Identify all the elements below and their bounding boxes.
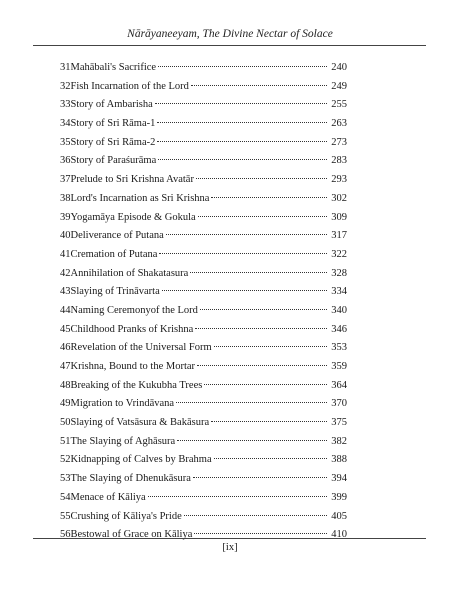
toc-entry-page: 370 xyxy=(331,398,347,410)
toc-entry-page: 273 xyxy=(331,136,347,148)
toc-entry-page: 283 xyxy=(331,155,347,167)
toc-entry-number: 35 xyxy=(60,136,71,148)
toc-entry-number: 50 xyxy=(60,417,71,429)
toc-entry-title: Mahābali's Sacrifice xyxy=(70,62,157,73)
dot-leader xyxy=(194,533,327,534)
page-number: [ix] xyxy=(222,542,238,553)
toc-entry xyxy=(60,380,347,399)
toc-entry xyxy=(60,417,347,436)
toc-entry xyxy=(60,62,347,81)
dot-leader xyxy=(176,402,327,403)
toc-entry-title: Childhood Pranks of Krishna xyxy=(70,323,194,335)
dot-leader xyxy=(214,346,327,347)
dot-leader xyxy=(166,234,327,235)
toc-entry-number: 37 xyxy=(60,174,71,186)
dot-leader xyxy=(184,515,327,516)
toc-entry-title: Story of Paraśurāma xyxy=(70,155,157,167)
toc-entry-page: 249 xyxy=(331,80,347,92)
table-of-contents xyxy=(60,62,347,548)
dot-leader xyxy=(211,197,327,198)
toc-entry xyxy=(60,99,347,118)
toc-entry xyxy=(60,342,347,361)
dot-leader xyxy=(190,272,327,273)
toc-entry-page: 317 xyxy=(331,230,347,242)
toc-entry xyxy=(60,492,347,511)
dot-leader xyxy=(157,141,327,142)
dot-leader xyxy=(191,85,327,86)
toc-entry-page: 334 xyxy=(331,286,347,298)
dot-leader xyxy=(196,178,327,179)
toc-entry-number: 52 xyxy=(60,454,71,466)
toc-entry-number: 49 xyxy=(60,398,71,410)
toc-entry xyxy=(60,249,347,268)
toc-entry xyxy=(60,193,347,212)
toc-entry-number: 54 xyxy=(60,491,71,503)
toc-entry-number: 53 xyxy=(60,473,71,485)
dot-leader xyxy=(162,290,327,291)
footer-divider xyxy=(33,538,426,539)
toc-entry-title: Deliverance of Putana xyxy=(70,230,164,242)
toc-entry xyxy=(60,81,347,100)
toc-entry xyxy=(60,118,347,137)
toc-entry-page: 322 xyxy=(331,248,347,260)
toc-entry-number: 56 xyxy=(60,529,71,541)
toc-entry-title: Slaying of Vatsāsura & Bakāsura xyxy=(70,417,210,429)
toc-entry-number: 46 xyxy=(60,342,71,354)
running-header: Nārāyaneeyam, The Divine Nectar of Solace xyxy=(127,28,333,40)
toc-entry xyxy=(60,305,347,324)
toc-entry-title: Annihilation of Shakatasura xyxy=(70,267,189,279)
toc-entry-title: Kidnapping of Calves by Brahma xyxy=(70,454,212,466)
dot-leader xyxy=(155,103,327,104)
toc-entry-number: 33 xyxy=(60,99,71,111)
dot-leader xyxy=(148,496,327,497)
toc-entry-number: 40 xyxy=(60,230,71,242)
toc-entry xyxy=(60,454,347,473)
toc-entry-page: 346 xyxy=(331,323,347,335)
toc-entry-page: 340 xyxy=(331,304,347,316)
toc-entry-page: 375 xyxy=(331,417,347,429)
toc-entry-title: Migration to Vrindāvana xyxy=(70,398,175,410)
toc-entry-title: Naming Ceremonyof the Lord xyxy=(70,304,198,316)
toc-entry xyxy=(60,268,347,287)
toc-entry-title: Breaking of the Kukubha Trees xyxy=(70,379,203,391)
toc-entry xyxy=(60,137,347,156)
toc-entry-page: 240 xyxy=(331,62,347,73)
toc-entry xyxy=(60,436,347,455)
toc-entry-page: 359 xyxy=(331,361,347,372)
toc-entry-title: Prelude to Sri Krishna Avatār xyxy=(70,174,194,186)
toc-entry-number: 36 xyxy=(60,155,71,167)
toc-entry-number: 32 xyxy=(60,80,71,92)
dot-leader xyxy=(193,477,327,478)
toc-entry-page: 302 xyxy=(331,192,347,204)
toc-entry-page: 405 xyxy=(331,510,347,522)
dot-leader xyxy=(158,66,327,67)
dot-leader xyxy=(195,328,327,329)
toc-entry xyxy=(60,155,347,174)
dot-leader xyxy=(177,440,327,441)
dot-leader xyxy=(204,384,327,385)
toc-entry xyxy=(60,473,347,492)
toc-entry-title: Krishna, Bound to the Mortar xyxy=(70,361,196,372)
toc-entry-number: 55 xyxy=(60,510,71,522)
toc-entry-page: 364 xyxy=(331,379,347,391)
toc-entry-page: 399 xyxy=(331,491,347,503)
toc-entry-page: 263 xyxy=(331,118,347,130)
dot-leader xyxy=(198,216,327,217)
toc-entry-title: Slaying of Trināvarta xyxy=(70,286,160,298)
toc-entry-page: 353 xyxy=(331,342,347,354)
toc-entry-page: 255 xyxy=(331,99,347,111)
toc-entry-title: Menace of Kāliya xyxy=(70,491,146,503)
dot-leader xyxy=(158,159,327,160)
toc-entry-title: Story of Sri Rāma-2 xyxy=(70,136,156,148)
toc-entry-number: 42 xyxy=(60,267,71,279)
toc-entry-title: Crushing of Kāliya's Pride xyxy=(70,510,182,522)
toc-entry-title: The Slaying of Aghāsura xyxy=(70,435,176,447)
toc-entry-number: 51 xyxy=(60,435,71,447)
toc-entry-title: Yogamāya Episode & Gokula xyxy=(70,211,196,223)
toc-entry xyxy=(60,230,347,249)
toc-entry-page: 394 xyxy=(331,473,347,485)
dot-leader xyxy=(197,365,327,366)
toc-entry-number: 47 xyxy=(60,361,71,372)
toc-entry xyxy=(60,398,347,417)
toc-entry-title: Story of Sri Rāma-1 xyxy=(70,118,156,130)
toc-entry-page: 293 xyxy=(331,174,347,186)
toc-entry-number: 31 xyxy=(60,62,71,73)
toc-entry-title: Story of Ambarisha xyxy=(70,99,153,111)
toc-entry-title: Fish Incarnation of the Lord xyxy=(70,80,189,92)
toc-entry xyxy=(60,286,347,305)
dot-leader xyxy=(211,421,327,422)
toc-entry xyxy=(60,212,347,231)
toc-entry xyxy=(60,324,347,343)
dot-leader xyxy=(200,309,327,310)
toc-entry-page: 410 xyxy=(331,529,347,541)
toc-entry-number: 41 xyxy=(60,248,71,260)
dot-leader xyxy=(157,122,327,123)
toc-entry-page: 382 xyxy=(331,435,347,447)
toc-entry-number: 34 xyxy=(60,118,71,130)
toc-entry-number: 43 xyxy=(60,286,71,298)
toc-entry-page: 388 xyxy=(331,454,347,466)
toc-entry-title: Bestowal of Grace on Kāliya xyxy=(70,529,193,541)
dot-leader xyxy=(214,458,327,459)
toc-entry xyxy=(60,511,347,530)
toc-entry-title: Lord's Incarnation as Sri Krishna xyxy=(70,192,210,204)
toc-entry-page: 328 xyxy=(331,267,347,279)
toc-entry-title: Revelation of the Universal Form xyxy=(70,342,212,354)
header-divider xyxy=(33,45,426,46)
toc-entry xyxy=(60,361,347,380)
toc-entry-number: 48 xyxy=(60,379,71,391)
toc-entry-number: 38 xyxy=(60,192,71,204)
toc-entry-number: 39 xyxy=(60,211,71,223)
toc-entry xyxy=(60,174,347,193)
toc-entry-number: 45 xyxy=(60,323,71,335)
dot-leader xyxy=(159,253,327,254)
toc-entry-title: Cremation of Putana xyxy=(70,248,158,260)
toc-entry-title: The Slaying of Dhenukāsura xyxy=(70,473,191,485)
toc-entry-page: 309 xyxy=(331,211,347,223)
toc-entry-number: 44 xyxy=(60,304,71,316)
